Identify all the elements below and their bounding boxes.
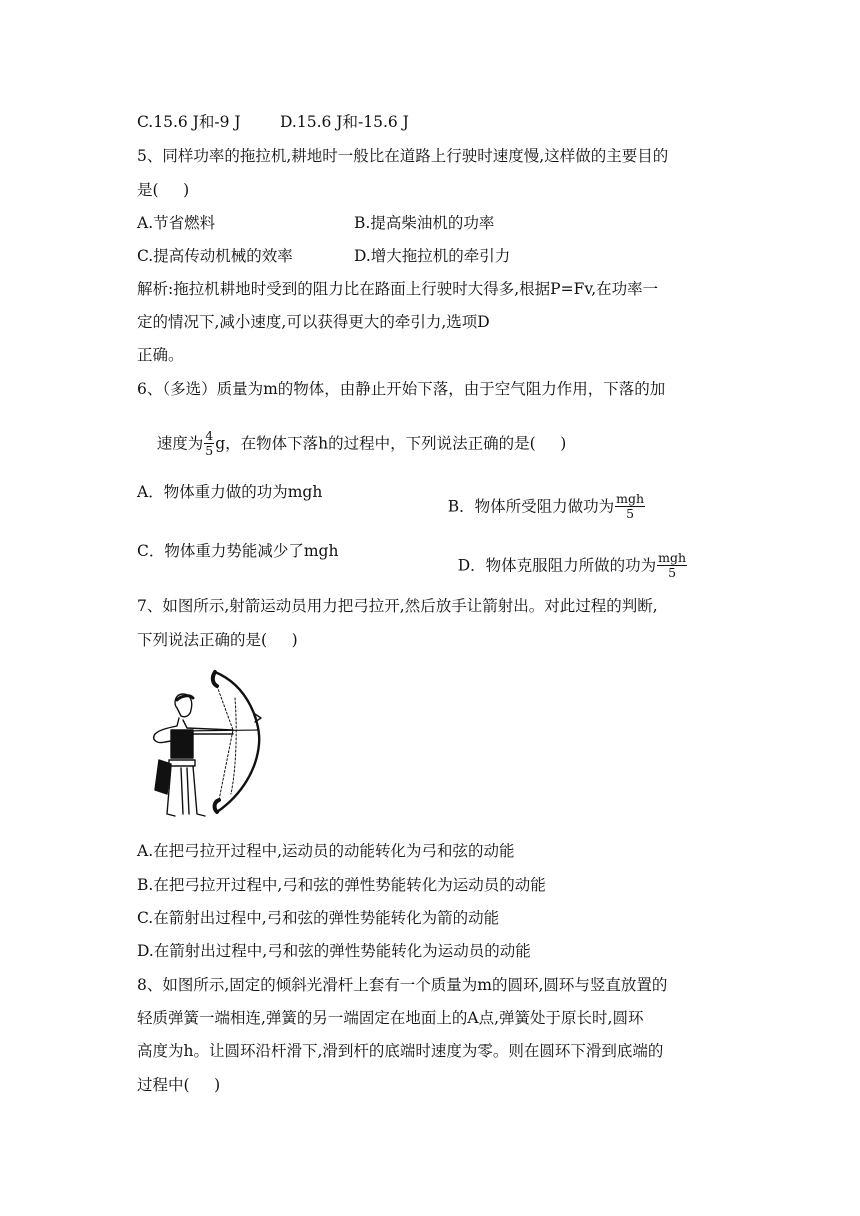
q7-stem-line2: 下列说法正确的是( )	[137, 631, 298, 649]
q7-option-c: C.在箭射出过程中,弓和弦的弹性势能转化为箭的动能	[137, 909, 500, 927]
q7-stem-line1: 7、如图所示,射箭运动员用力把弓拉开,然后放手让箭射出。对此过程的判断,	[137, 597, 658, 615]
q7-option-d: D.在箭射出过程中,弓和弦的弹性势能转化为运动员的动能	[137, 942, 531, 960]
q5-option-a: A.节省燃料	[137, 214, 216, 232]
q6-stem-line1: 6、（多选）质量为m的物体，由静止开始下落，由于空气阻力作用，下落的加	[137, 380, 666, 398]
q5-stem-line2: 是( )	[137, 181, 190, 199]
q6-option-d	[438, 531, 688, 600]
fraction-mgh-over-5	[615, 492, 645, 521]
q6-text-suffix: g，在物体下落h的过程中，下列说法正确的是( )	[215, 434, 567, 453]
q5-option-b: B.提高柴油机的功率	[354, 214, 495, 232]
q8-stem-line3: 高度为h。让圆环沿杆滑下,滑到杆的底端时速度为零。则在圆环下滑到底端的	[137, 1042, 664, 1060]
q6-option-c: C．物体重力势能减少了mgh	[137, 542, 339, 560]
q5-solution-line3: 正确。	[137, 346, 184, 364]
q6-option-b-text: B．物体所受阻力做功为	[447, 497, 615, 516]
q6-text-prefix: 速度为	[156, 434, 204, 453]
fraction-four-fifths	[204, 429, 214, 458]
q4-options-cd: C.15.6 J和-9 J D.15.6 J和-15.6 J	[137, 113, 409, 131]
q7-option-a: A.在把弓拉开过程中,运动员的动能转化为弓和弦的动能	[137, 842, 515, 860]
q7-option-b: B.在把弓拉开过程中,弓和弦的弹性势能转化为运动员的动能	[137, 876, 546, 894]
q8-stem-line1: 8、如图所示,固定的倾斜光滑杆上套有一个质量为m的圆环,圆环与竖直放置的	[137, 976, 668, 994]
fraction-numerator: mgh	[616, 491, 645, 506]
q5-stem-line1: 5、同样功率的拖拉机,耕地时一般比在道路上行驶时速度慢,这样做的主要目的	[137, 147, 669, 165]
q5-option-c: C.提高传动机械的效率	[137, 247, 293, 265]
q5-solution-line2: 定的情况下,减小速度,可以获得更大的牵引力,选项D	[137, 313, 490, 331]
fraction-denominator: 5	[626, 506, 635, 521]
fraction-denominator: 5	[668, 565, 677, 580]
q8-stem-line4: 过程中( )	[137, 1076, 221, 1094]
fraction-numerator: 4	[205, 428, 214, 443]
fraction-denominator: 5	[205, 443, 214, 458]
q6-option-d-text: D．物体克服阻力所做的功为	[457, 556, 657, 575]
q6-stem-line2	[137, 409, 566, 478]
fraction-mgh-over-5	[657, 551, 687, 580]
q6-option-a: A．物体重力做的功为mgh	[137, 483, 323, 501]
fraction-numerator: mgh	[658, 550, 687, 565]
q5-solution-line1: 解析:拖拉机耕地时受到的阻力比在路面上行驶时大得多,根据P=Fv,在功率一	[137, 280, 659, 298]
archer-illustration	[137, 664, 272, 824]
q8-stem-line2: 轻质弹簧一端相连,弹簧的另一端固定在地面上的A点,弹簧处于原长时,圆环	[137, 1009, 644, 1027]
q5-option-d: D.增大拖拉机的牵引力	[354, 247, 511, 265]
